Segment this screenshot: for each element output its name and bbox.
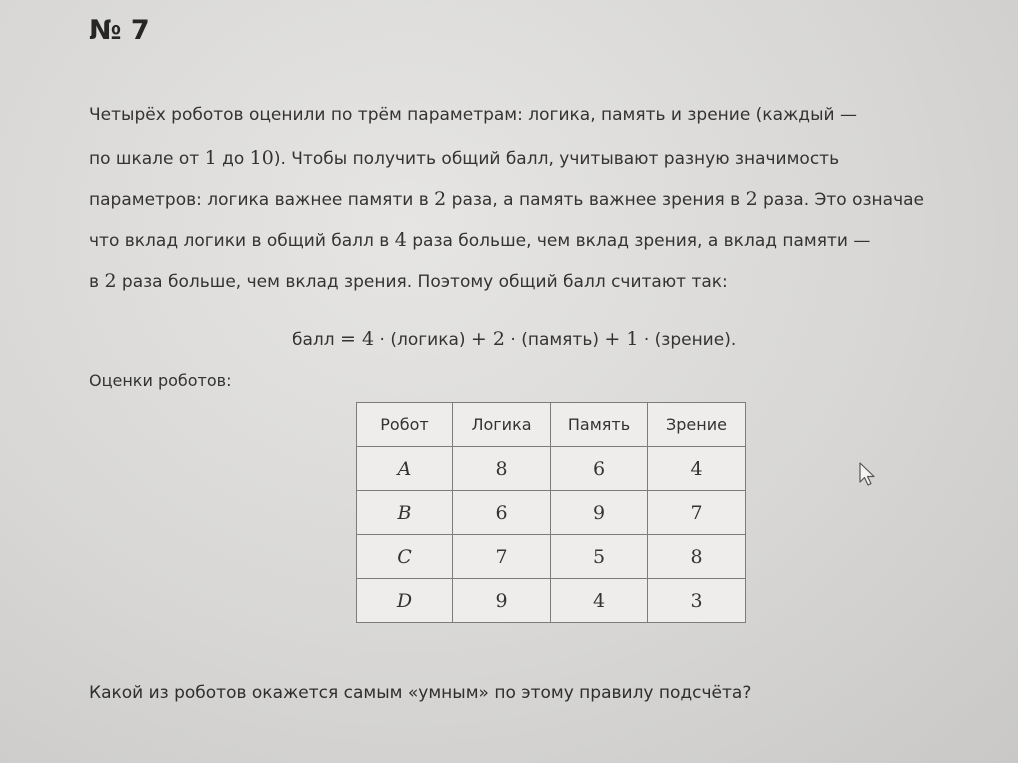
robot-name: A bbox=[357, 447, 453, 491]
problem-text: по шкале от bbox=[89, 149, 205, 169]
header-memory: Память bbox=[551, 403, 648, 447]
formula-text: балл bbox=[292, 330, 341, 350]
table-row bbox=[357, 447, 746, 491]
problem-text: раза, а память важнее зрения в bbox=[446, 190, 746, 210]
formula-text: · (зрение). bbox=[638, 330, 737, 350]
vision-score: 4 bbox=[648, 447, 746, 491]
vision-score: 7 bbox=[648, 491, 746, 535]
problem-line-2 bbox=[89, 147, 1018, 169]
problem-number: 2 bbox=[104, 270, 117, 292]
problem-text: до bbox=[216, 149, 250, 169]
problem-number: 2 bbox=[745, 188, 758, 210]
problem-text: ). Чтобы получить общий балл, учитывают разную значимость bbox=[273, 149, 840, 169]
mouse-pointer-icon bbox=[858, 462, 878, 488]
robot-name: B bbox=[357, 491, 453, 535]
header-logic: Логика bbox=[453, 403, 551, 447]
problem-text: параметров: логика важнее памяти в bbox=[89, 190, 435, 210]
vision-score: 3 bbox=[648, 579, 746, 623]
scores-table bbox=[356, 402, 746, 623]
problem-text: раза больше, чем вклад зрения, а вклад памяти — bbox=[406, 231, 871, 251]
question-text: Какой из роботов окажется самым «умным» по этому правилу подсчёта? bbox=[89, 683, 752, 703]
header-robot: Робот bbox=[357, 403, 453, 447]
vision-score: 8 bbox=[648, 535, 746, 579]
problem-line-3 bbox=[89, 188, 1018, 210]
robot-name: C bbox=[357, 535, 453, 579]
problem-line-4 bbox=[89, 229, 1018, 251]
logic-score: 8 bbox=[453, 447, 551, 491]
formula-term: + 1 bbox=[604, 328, 639, 350]
problem-text: Четырёх роботов оценили по трём параметрам: логика, память и зрение (каждый — bbox=[89, 105, 857, 125]
problem-number: 1 bbox=[204, 147, 217, 169]
problem-number: 10 bbox=[249, 147, 274, 169]
header-vision: Зрение bbox=[648, 403, 746, 447]
formula-text: · (логика) bbox=[374, 330, 471, 350]
problem-text: раза больше, чем вклад зрения. Поэтому общий балл считают так: bbox=[116, 272, 728, 292]
formula-term: = 4 bbox=[340, 328, 375, 350]
robot-name: D bbox=[357, 579, 453, 623]
problem-number: 4 bbox=[394, 229, 407, 251]
task-number: № 7 bbox=[89, 15, 150, 46]
table-header-row bbox=[357, 403, 746, 447]
logic-score: 9 bbox=[453, 579, 551, 623]
problem-text: что вклад логики в общий балл в bbox=[89, 231, 395, 251]
formula-text: · (память) bbox=[504, 330, 605, 350]
problem-text: раза. Это означае bbox=[757, 190, 925, 210]
table-row bbox=[357, 535, 746, 579]
score-formula bbox=[292, 328, 736, 350]
memory-score: 9 bbox=[551, 491, 648, 535]
formula-term: + 2 bbox=[470, 328, 505, 350]
problem-line-5 bbox=[89, 270, 1018, 292]
logic-score: 7 bbox=[453, 535, 551, 579]
problem-line-1 bbox=[89, 105, 1018, 125]
scores-label: Оценки роботов: bbox=[89, 371, 232, 390]
memory-score: 6 bbox=[551, 447, 648, 491]
table-row bbox=[357, 579, 746, 623]
memory-score: 5 bbox=[551, 535, 648, 579]
logic-score: 6 bbox=[453, 491, 551, 535]
problem-text: в bbox=[89, 272, 105, 292]
problem-number: 2 bbox=[434, 188, 447, 210]
table-row bbox=[357, 491, 746, 535]
memory-score: 4 bbox=[551, 579, 648, 623]
